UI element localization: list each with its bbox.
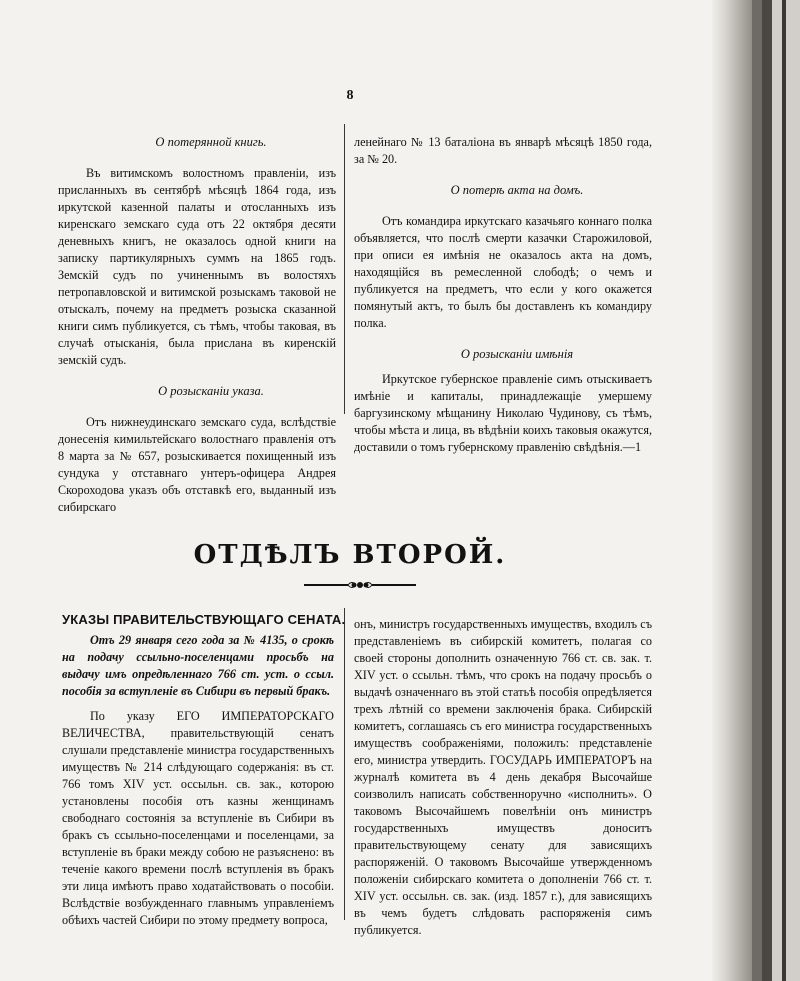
page-edge — [762, 0, 772, 981]
left-column-top — [58, 134, 336, 516]
notice-heading: О потерѣ акта на домъ. — [450, 183, 584, 197]
notice-body: Отъ нижнеудинскаго земскаго суда, вслѣдствіе донесенія кимильтейскаго волостнаго правленія отъ 8 марта за № 657, розыскивается похищенный изъ сундука у отставнаго унтеръ-офицера Андрея Скороходова указъ объ отставкѣ его, выданный изъ сибирскаго — [58, 415, 336, 514]
notice-body: Иркутское губернское правленіе симъ отыскиваетъ имѣніе и капиталы, принадлежащіе умершему баргузинскому мѣщанину Николаю Чудинову, съ тѣмъ, чтобы мѣста и лица, въ вѣдѣніи коихъ таковыя окажутся, доставили о томъ губернскому правленію свѣдѣнія.—1 — [354, 372, 652, 454]
left-column-bottom — [62, 632, 334, 929]
column-divider — [344, 124, 345, 414]
decree-reference: Отъ 29 января сего года за № 4135, о срокѣ на подачу ссыльно-поселенцами просьбъ на выдачу имъ опредѣленнаго 766 ст. уст. о ссыл. пособія за вступленіе въ Сибири въ первый бракъ. — [62, 633, 334, 698]
notice-body: Отъ командира иркутскаго казачьяго коннаго полка объявляется, что послѣ смерти казачки Старожиловой, при описи ея имѣнія не оказалось акта на домъ, находящійся въ ремесленной слободѣ; о чемъ и публикуется на предметъ, что если у кого окажется помянутый актъ, то былъ бы доставленъ къ командиру полка. — [354, 214, 652, 330]
page-edge — [772, 0, 800, 981]
page-edge — [782, 0, 786, 981]
notice-heading: О потерянной книгь. — [155, 135, 267, 149]
page-edge — [752, 0, 762, 981]
decree-body: По указу ЕГО ИМПЕРАТОРСКАГО ВЕЛИЧЕСТВА, правительствующій сенатъ слушали представленіе министра государственныхъ имуществъ № 214 слѣдующаго содержанія: въ ст. 766 томъ XIV уст. оссыльн. св. зак., которою установлены пособія отъ казны женщинамъ свободнаго состоянія за вступленіе въ Сибири въ бракъ съ ссыльно-поселенцами и поселенцами, за вступленіе въ браки между собою не разъяснено: въ теченіе какого времени послѣ вступленія въ бракъ эти лица имѣютъ право ходатайствовать о пособіи. Вслѣдствіе возбужденнаго главнымъ управленіемъ обѣихъ частей Сибири по этому предмету вопроса, — [62, 709, 334, 927]
page-number: 8 — [346, 88, 354, 103]
decrees-title: УКАЗЫ ПРАВИТЕЛЬСТВУЮЩАГО СЕНАТА. — [62, 612, 346, 627]
notice-body: ленейнаго № 13 баталіона въ январѣ мѣсяцѣ 1850 года, за № 20. — [354, 135, 652, 166]
column-divider — [344, 608, 345, 920]
right-column-top — [354, 134, 652, 456]
notice-heading: О розысканіи имѣнія — [460, 347, 574, 361]
notice-heading: О розысканіи указа. — [158, 384, 264, 398]
notice-body: Въ витимскомъ волостномъ правленіи, изъ присланныхъ въ сентябрѣ мѣсяцѣ 1864 года, изъ иркутской казенной палаты и отосланныхъ изъ киренскаго земскаго суда отъ 22 октября десяти деневныхъ книгъ, не оказалось одной книги на записку партикулярныхъ суммъ на 1865 годъ. Земскій судъ по учиненнымъ въ волостяхъ петропавловской и витимской розыскамъ таковой не отыскалъ, почему на предметъ розыска сказанной книги симъ публикуется, съ тѣмъ, чтобы таковая, въ случаѣ отысканія, была прислана въ киренскій земскій судъ. — [58, 166, 336, 367]
ornament-divider — [300, 578, 420, 592]
right-column-bottom — [354, 616, 652, 939]
section-title: ОТДѢЛЪ ВТОРОЙ. — [193, 540, 507, 570]
decree-body: онъ, министръ государственныхъ имуществъ, входилъ съ представленіемъ въ сибирскій комитетъ, полагая со своей стороны дополнить означенную 766 ст. св. зак. т. XIV уст. о ссыльн. тѣмъ, что срокъ на подачу просьбъ о выдачѣ означеннаго въ этой статьѣ пособія опредѣляется трехъ лѣтній со времени заключенія брака. Сибирскій комитетъ, соглашаясь съ его министра государственныхъ имуществъ соображеніями, положилъ: представленіе его, министра утвердить. ГОСУДАРЬ ИМПЕРАТОРЪ на журналѣ комитета въ 4 день декабря Высочайше соизволилъ написать собственноручно «исполнить». О таковомъ Высочайшемъ повелѣніи онъ министръ государственныхъ имуществъ доноситъ правительствующему сенату для зависящихъ распоряженій. О таковомъ Высочайше утвержденномъ положеніи сибирскаго комитета о дополненіи 766 ст. т. XIV уст. оссыльн. св. зак. (изд. 1857 г.), для зависящихъ въ чемъ будетъ слѣдовать распоряженія симъ публикуется. — [354, 617, 652, 937]
book-spine-shadow — [712, 0, 754, 981]
